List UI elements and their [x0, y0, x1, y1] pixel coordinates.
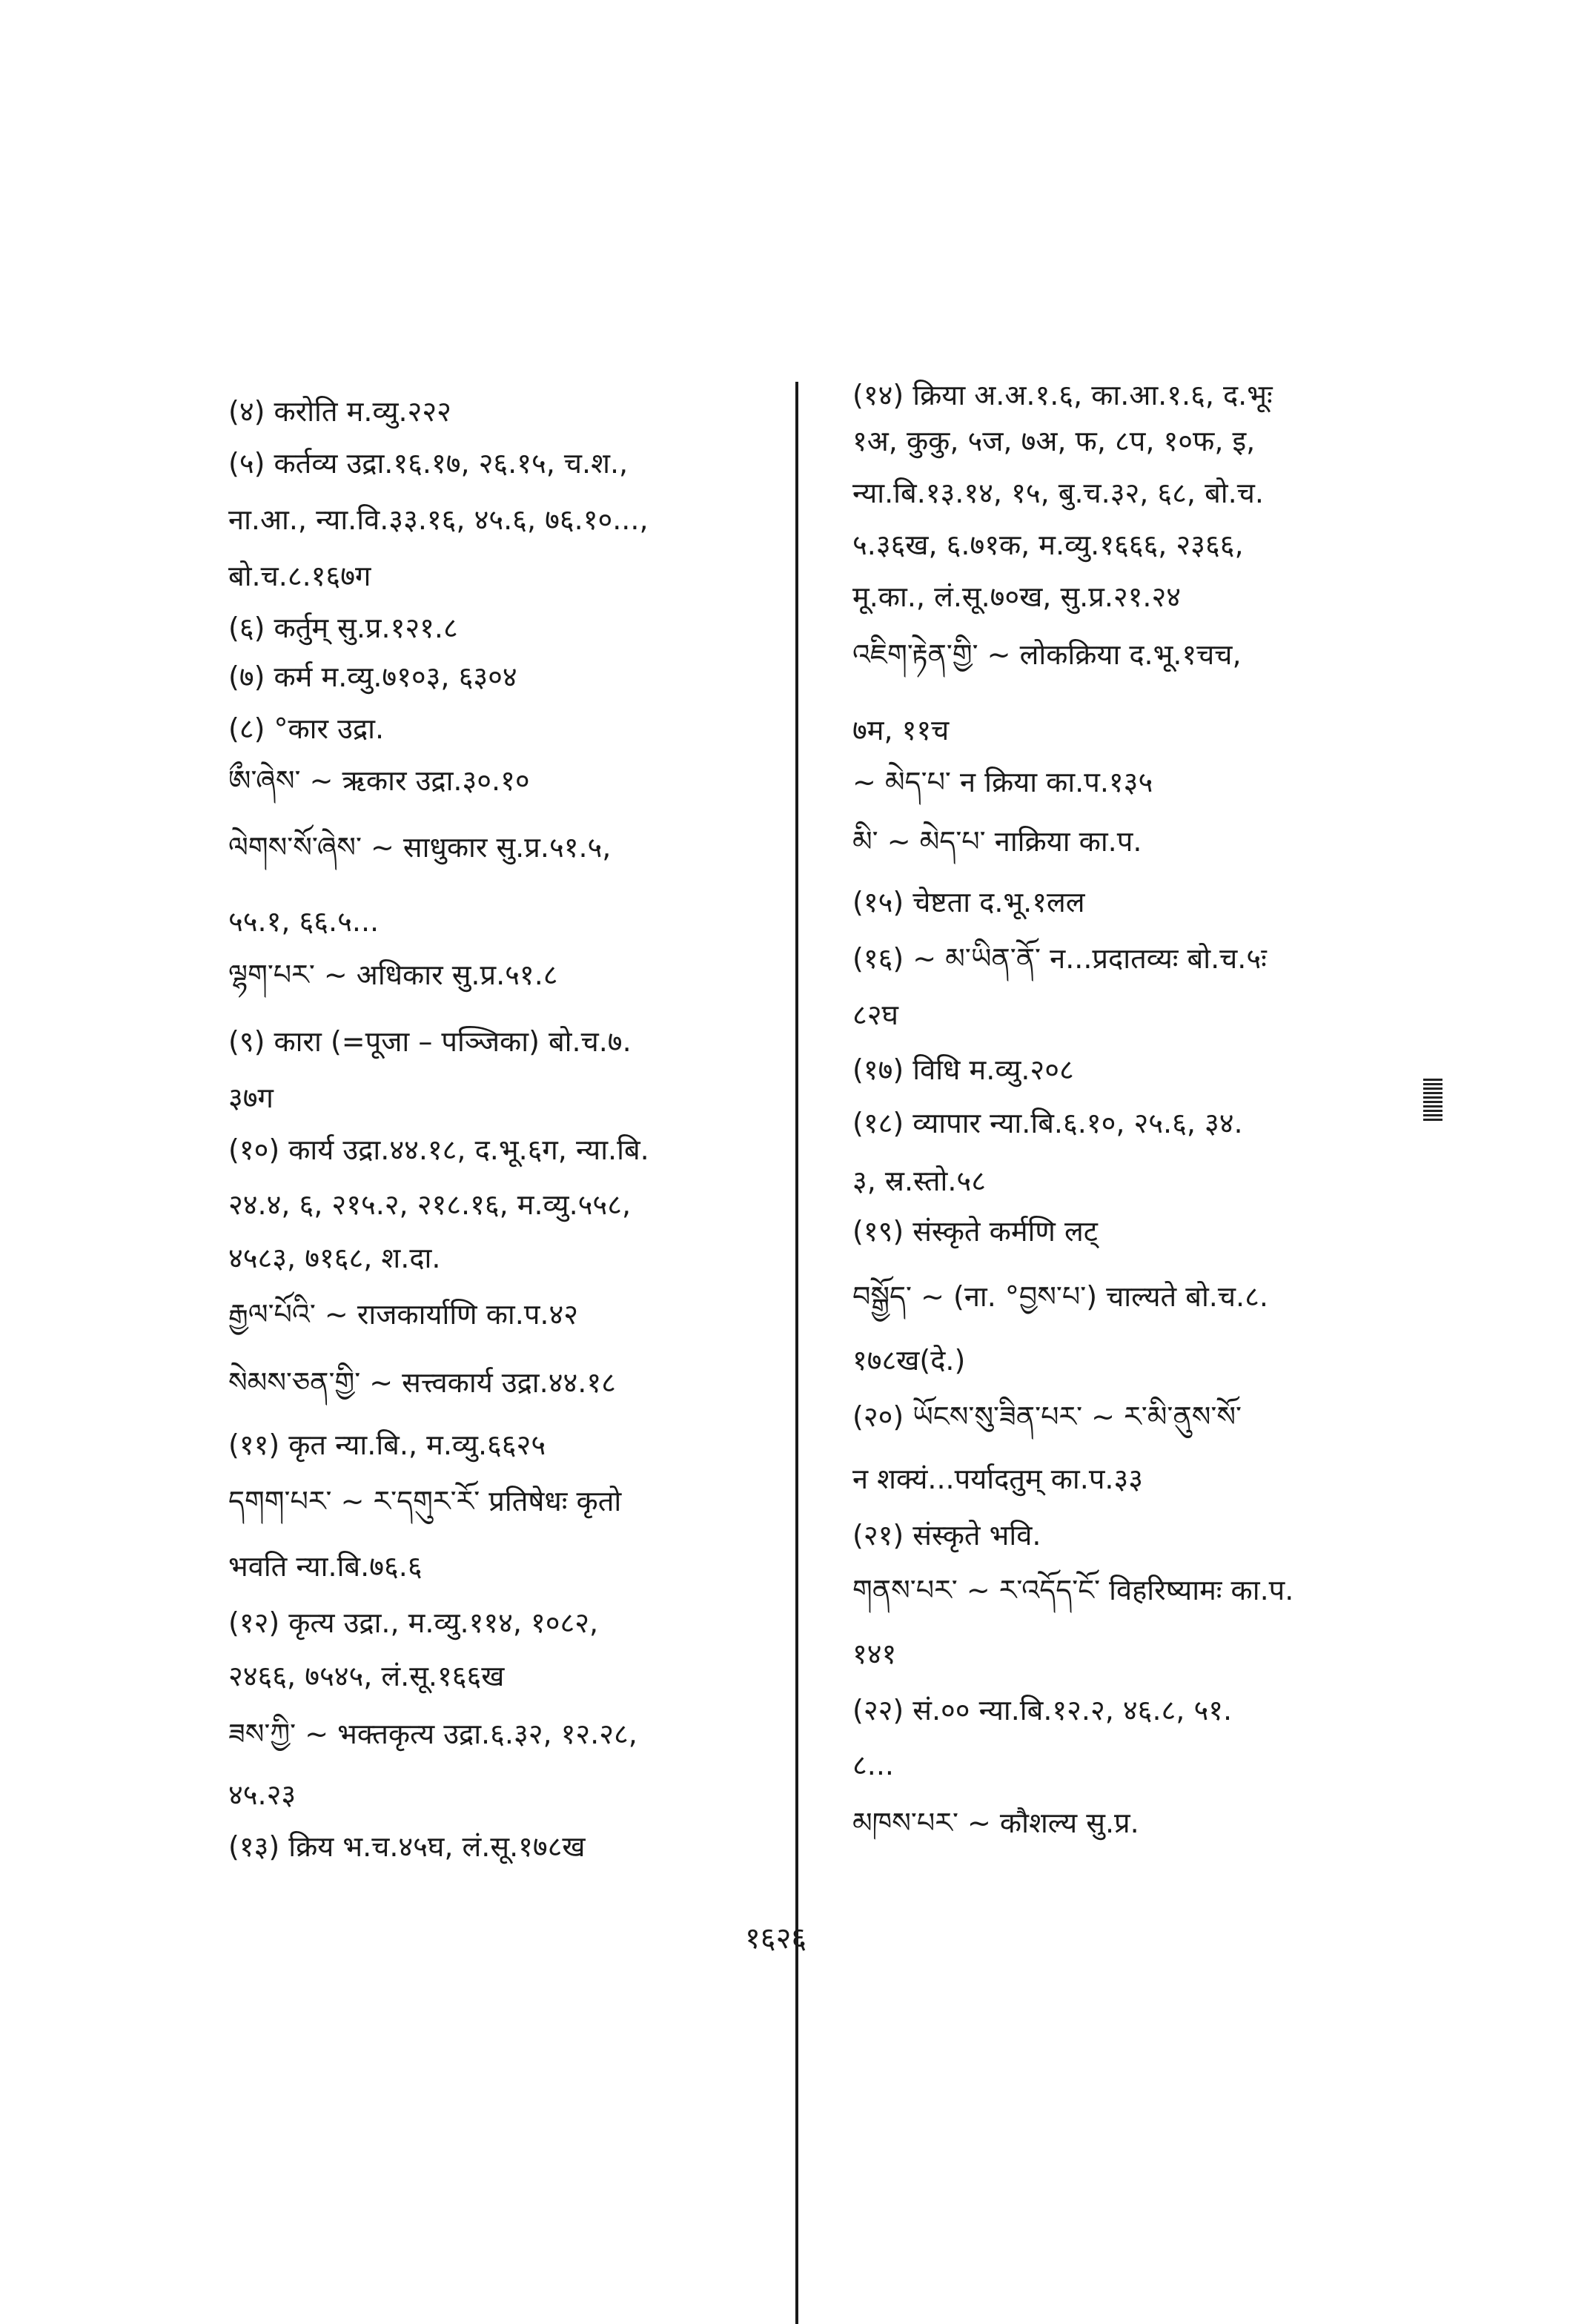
entry-line: (१४) क्रिया अ.अ.१.६, का.आ.१.६, द.भूः: [852, 379, 1273, 411]
entry-line: (९) कारा (=पूजा – पञ्जिका) बो.च.७.: [228, 1025, 632, 1058]
entry-line: ལེགས་སོ་ཞེས་ ~ साधुकार सु.प्र.५१.५,: [228, 831, 612, 864]
entry-line: ལྷག་པར་ ~ अधिकार सु.प्र.५१.८: [228, 959, 558, 991]
entry-line: མི་ ~ མེད་པ་ नाक्रिया का.प.: [852, 825, 1142, 858]
entry-line: སེམས་ཅན་གྱི་ ~ सत्त्वकार्य उद्रा.४४.१८: [228, 1366, 616, 1399]
entry-line: ३, स्र.स्तो.५८: [852, 1165, 986, 1197]
entry-line: (४) करोति म.व्यु.२२२: [228, 395, 451, 428]
entry-line: མཁས་པར་ ~ कौशल्य सु.प्र.: [852, 1807, 1139, 1839]
entry-line: (५) कर्तव्य उद्रा.१६.१७, २६.१५, च.श.,: [228, 447, 629, 480]
entry-line: बो.च.८.१६७ग: [228, 560, 371, 592]
entry-line: ३७ग: [228, 1082, 274, 1114]
entry-line: ४५.२३: [228, 1778, 297, 1811]
entry-line: (१५) चेष्टता द.भू.१लल: [852, 886, 1085, 918]
entry-line: (१८) व्यापार न्या.बि.६.१०, २५.६, ३४.: [852, 1107, 1243, 1139]
entry-line: ५५.१, ६६.५...: [228, 905, 380, 938]
entry-line: (१६) ~ མ་ཡིན་ནོ་ न...प्रदातव्यः बो.च.५ः: [852, 942, 1267, 975]
entry-line: (२२) सं.०० न्या.बि.१२.२, ४६.८, ५१.: [852, 1694, 1233, 1727]
entry-line: ना.आ., न्या.वि.३३.१६, ४५.६, ७६.१०...,: [228, 503, 649, 536]
entry-line: (२१) संस्कृते भवि.: [852, 1519, 1041, 1552]
entry-line: ४५८३, ७१६८, श.दा.: [228, 1242, 441, 1274]
entry-line: ཨྀ་ཞེས་ ~ ऋकार उद्रा.३०.१०: [228, 764, 530, 797]
entry-line: (७) कर्म म.व्यु.७१०३, ६३०४: [228, 661, 517, 693]
entry-line: (१२) कृत्य उद्रा., म.व्यु.११४, १०८२,: [228, 1606, 599, 1639]
entry-line: ~ མེད་པ་ न क्रिया का.प.१३५: [852, 766, 1153, 798]
entry-line: ७म, ११च: [852, 714, 950, 746]
entry-line: བསྒྱོད་ ~ (ना. °བྱས་པ་) चाल्यते बो.च.८.: [852, 1280, 1268, 1313]
entry-line: (८) °कार उद्रा.: [228, 712, 385, 745]
entry-line: (११) कृत न्या.बि., म.व्यु.६६२५: [228, 1429, 546, 1461]
entry-line: मू.का., लं.सू.७०ख, सु.प्र.२१.२४: [852, 580, 1182, 613]
entry-line: (१३) क्रिय भ.च.४५घ, लं.सू.१७८ख: [228, 1830, 586, 1863]
entry-line: (१७) विधि म.व्यु.२०८: [852, 1053, 1074, 1086]
entry-line: ८...: [852, 1749, 894, 1781]
entry-line: ८२घ: [852, 999, 898, 1031]
entry-line: भवति न्या.बि.७६.६: [228, 1550, 423, 1583]
entry-line: གནས་པར་ ~ ར་འདོད་ངོ་ विहरिष्यामः का.प.: [852, 1574, 1294, 1606]
page-number: १६२६: [745, 1921, 807, 1956]
entry-line: འཇིག་རྟེན་གྱི་ ~ लोकक्रिया द.भू.१चच,: [852, 638, 1242, 671]
column-divider: [795, 382, 798, 2324]
entry-line: १७८ख(दे.): [852, 1344, 966, 1377]
margin-mark: [1423, 1079, 1442, 1123]
entry-line: (१९) संस्कृते कर्मणि लट्: [852, 1215, 1098, 1248]
entry-line: २४६६, ७५४५, लं.सू.१६६ख: [228, 1660, 505, 1692]
entry-line: (१०) कार्य उद्रा.४४.१८, द.भू.६ग, न्या.बि.: [228, 1133, 649, 1166]
entry-line: ५.३६ख, ६.७१क, म.व्यु.१६६६, २३६६,: [852, 529, 1244, 561]
entry-line: १अ, कुकु, ५ज, ७अ, फ, ८प, १०फ, इ,: [852, 425, 1256, 457]
entry-line: १४१: [852, 1638, 897, 1670]
entry-line: न्या.बि.१३.१४, १५, बु.च.३२, ६८, बो.च.: [852, 477, 1264, 509]
entry-line: (६) कर्तुम् सु.प्र.१२१.८: [228, 612, 458, 644]
entry-line: རྒྱལ་པོའི་ ~ राजकार्याणि का.प.४२: [228, 1298, 579, 1331]
entry-line: ཟས་ཀྱི་ ~ भक्तकृत्य उद्रा.६.३२, १२.२८,: [228, 1718, 637, 1750]
entry-line: २४.४, ६, २१५.२, २१८.१६, म.व्यु.५५८,: [228, 1188, 632, 1221]
entry-line: (२०) ཡོངས་སུ་ཟིན་པར་ ~ ར་མི་ནུས་སོ་: [852, 1400, 1242, 1433]
entry-line: དགག་པར་ ~ ར་དགུར་རོ་ प्रतिषेधः कृतो: [228, 1485, 622, 1517]
entry-line: न शक्यं...पर्यादतुम् का.प.३३: [852, 1463, 1144, 1495]
